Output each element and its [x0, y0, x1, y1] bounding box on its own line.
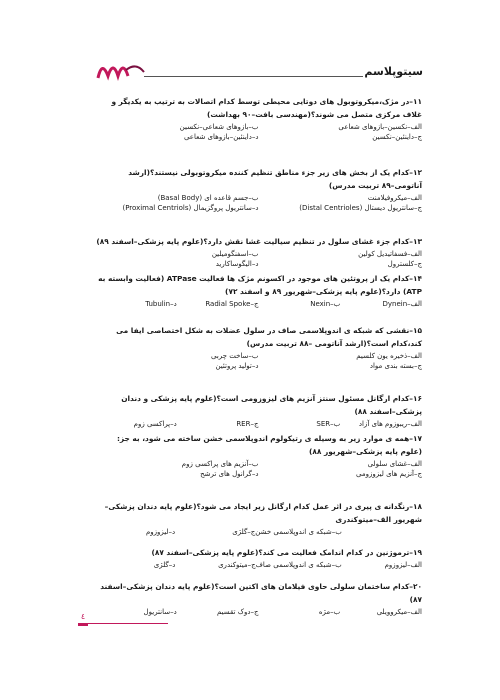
option-d[interactable]: د–پراکسی زوم [133, 420, 177, 428]
question-text: ۱۴–کدام یک از پروتئین های موجود در اکسونم مژک ها فعالیت ATPase (فعالیت وابسته به ATP) دارد؟(علوم پایه پزشکی–شهریور ۸۹ و اسفند ۷۲) [98, 274, 422, 296]
option-a[interactable]: الف–میکروویلی [376, 608, 422, 616]
question-11 [95, 95, 422, 142]
question-text: ۱۷–همه ی موارد زیر به وسیله ی رتیکولوم اندوپلاسمی خشن ساخته می شود، به جز: (علوم پایه پزشکی–شهریور ۸۸) [116, 434, 422, 456]
question-text: ۱۸–رنگدانه ی پیری در اثر عمل کدام ارگانل زیر ایجاد می شود؟(علوم پایه دندان پزشکی–شهریور الف–میتوکندری [104, 502, 422, 524]
option-b[interactable]: ب–بازوهای شعاعی–نکسین [179, 123, 259, 131]
option-d[interactable]: د–گرانول های ترشح [200, 470, 259, 478]
option-a[interactable]: الف–ذخیره یون کلسیم [356, 352, 422, 360]
question-16 [95, 392, 422, 429]
option-a[interactable]: الف–Dynein [382, 300, 422, 308]
option-d[interactable]: د–گلژی [153, 561, 176, 569]
question-12 [95, 166, 422, 213]
options [95, 459, 422, 479]
option-c[interactable]: ج–داینئین–نکسین [372, 133, 422, 141]
option-c[interactable]: ج–سانتریول دیستال (Distal Centrioles) [299, 204, 422, 212]
option-d[interactable]: د–داینئین–بازوهای شعاعی [183, 133, 259, 141]
option-a[interactable]: الف–فسفاتیدیل کولین [358, 250, 422, 258]
option-c[interactable]: ج–دوک تقسیم [216, 608, 259, 616]
question-19 [95, 546, 422, 570]
question-text: ۱۱–در مژک،میکروتوبول های دوتایی محیطی توسط کدام اتصالات به ترتیب به یکدیگر و غلاف مرکزی متصل می شوند؟(مهندسی بافت–۹۰ بهداشت) [111, 97, 422, 119]
option-a[interactable]: الف–میکروفیلامنت [367, 194, 422, 202]
option-c[interactable]: ج–RER [236, 420, 259, 428]
option-d[interactable]: د–الیگوساکارید [215, 260, 259, 268]
question-text: ۱۳–کدام جزء غشای سلول در تنظیم سیالیت غشا نقش دارد؟(علوم پایه پزشکی–اسفند ۸۹) [96, 237, 422, 246]
option-d[interactable]: د–سانتریول پروگزیمال (Proximal Centriols) [122, 204, 259, 212]
option-a[interactable]: الف–لیزوزوم [384, 561, 422, 569]
option-a[interactable]: الف–ریبوزوم های آزاد [358, 420, 422, 428]
option-d[interactable]: د–تولید پروتئین [215, 362, 259, 370]
page-header [96, 62, 423, 84]
header-rule [144, 76, 363, 77]
publisher-logo-icon [96, 56, 146, 82]
options [95, 193, 422, 213]
question-13 [95, 235, 422, 269]
question-text: ۲۰–کدام ساختمان سلولی حاوی فیلامان های اکتین است؟(علوم پایه دندان پزشکی–اسفند ۸۷) [100, 582, 422, 604]
question-text: ۱۹–ترموژنین در کدام اندامک فعالیت می کند؟(علوم پایه پزشکی–اسفند ۸۷) [151, 548, 422, 557]
options [95, 351, 422, 371]
footer-rule [78, 623, 168, 624]
option-b[interactable]: ب–جسم قاعده ای (Basal Body) [157, 194, 259, 202]
option-b[interactable]: ب–Nexin [310, 300, 341, 308]
question-text: ۱۶–کدام ارگانل مسئول سنتز آنزیم های لیزوزومی است؟(علوم پایه پزشکی و دندان پزشکی–اسفند ۸۸) [121, 394, 422, 416]
option-a[interactable]: الف–نکسین–بازوهای شعاعی [338, 123, 422, 131]
option-b[interactable]: ب–مژه [318, 608, 341, 616]
question-17 [95, 432, 422, 479]
option-d[interactable]: د–سانتریول [143, 608, 177, 616]
options [95, 299, 422, 309]
question-14 [95, 272, 422, 309]
chapter-title: سیتوپلاسم [364, 65, 423, 78]
option-c[interactable]: ج–گلژی [232, 528, 256, 536]
options [95, 607, 422, 617]
option-a[interactable]: الف–غشای سلولی [367, 460, 422, 468]
option-c[interactable]: ج–میتوکندری [218, 561, 256, 569]
option-b[interactable]: ب–آنزیم های پراکسی زوم [181, 460, 259, 468]
options [95, 249, 422, 269]
question-text: ۱۵–نقشی که شبکه ی اندوپلاسمی صاف در سلول عضلات به شکل اختصاصی ایفا می کند،کدام است؟(ارشد آناتومی –۸۸ تربیت مدرس) [116, 326, 422, 348]
options [95, 527, 422, 537]
option-b[interactable]: ب–SER [316, 420, 341, 428]
options [95, 122, 422, 142]
option-b[interactable]: ب–شبکه ی اندوپلاسمی خشن [255, 528, 342, 536]
option-c[interactable]: ج–بسته بندی مواد [369, 362, 422, 370]
question-15 [95, 324, 422, 371]
options [95, 419, 422, 429]
question-18 [95, 500, 422, 537]
option-b[interactable]: ب–ساخت چربی [211, 352, 259, 360]
option-c[interactable]: ج–آنزیم های لیزوزومی [356, 470, 422, 478]
question-20 [95, 580, 422, 617]
option-b[interactable]: ب–شبکه ی اندوپلاسمی صاف [255, 561, 342, 569]
options [95, 560, 422, 570]
page-number: ٤ [78, 612, 88, 626]
option-b[interactable]: ب–اسفنگومیلین [211, 250, 259, 258]
option-c[interactable]: ج–کلسترول [387, 260, 422, 268]
question-text: ۱۲–کدام یک از بخش های زیر جزء مناطق تنظیم کننده میکروتوبولی نیستند؟(ارشد آناتومی–۸۹ تربیت مدرس) [128, 168, 422, 190]
option-c[interactable]: ج–Radial Spoke [205, 300, 259, 308]
option-d[interactable]: د–Tubulin [145, 300, 177, 308]
option-a[interactable] [342, 527, 422, 537]
option-d[interactable]: د–لیزوزوم [145, 528, 176, 536]
